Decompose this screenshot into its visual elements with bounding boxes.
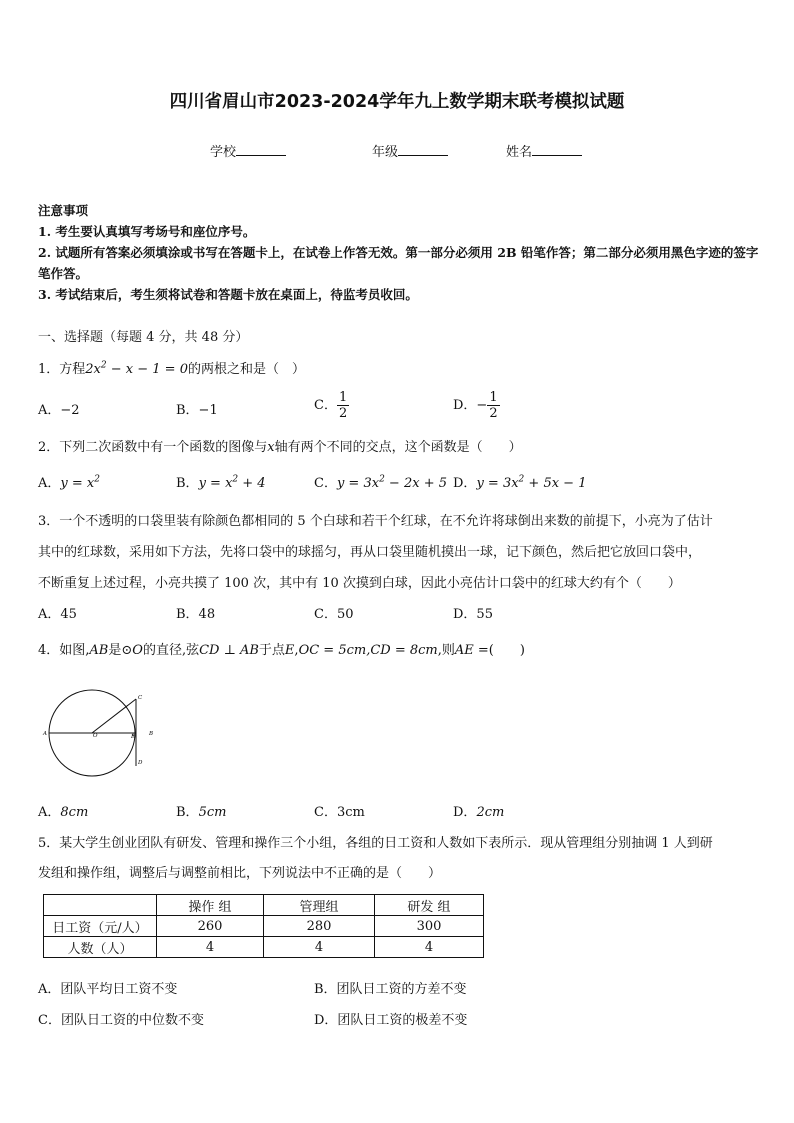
table-header-cell: [44, 895, 157, 916]
question-1-stem: [38, 358, 305, 377]
table-row: [44, 937, 484, 958]
q4-option-b-value: 5cm: [198, 805, 227, 820]
salary-table: [43, 894, 484, 958]
q5-option-d[interactable]: D．团队日工资的极差不变: [314, 1013, 468, 1028]
q1-option-d-fraction: [487, 390, 499, 421]
q2-option-b[interactable]: [176, 472, 266, 491]
notice-item-1: 1. 考生要认真填写考场号和座位序号。: [38, 224, 256, 239]
q2-option-a-label: A．: [38, 476, 61, 491]
section-heading: 一、选择题（每题 4 分，共 48 分）: [38, 330, 249, 345]
q1-eq-rest: − x − 1 = 0: [106, 362, 188, 377]
q2-suffix: 轴有两个不同的交点，这个函数是（ ）: [274, 440, 522, 455]
q1-option-a[interactable]: A．−2: [38, 403, 80, 418]
q4-option-a-value: 8cm: [60, 805, 89, 820]
q4-option-a-label: A．: [38, 805, 61, 820]
eq-exponent: 2: [518, 474, 525, 485]
q4-option-b-label: B．: [176, 805, 199, 820]
q1-option-c-label: C．: [314, 398, 337, 413]
q4-text: =( ): [473, 643, 525, 658]
table-cell: 280: [264, 916, 375, 937]
q1-eq-term: 2x: [85, 362, 101, 377]
circle-diagram: [40, 688, 160, 788]
question-2-stem: [38, 436, 522, 455]
school-field[interactable]: [210, 141, 286, 160]
q1-option-d[interactable]: [453, 390, 500, 421]
q4-option-d-value: 2cm: [476, 805, 505, 820]
label-a: A: [43, 731, 47, 737]
name-label: 姓名: [506, 145, 533, 160]
q4-e: E: [284, 643, 295, 658]
q4-option-b[interactable]: [176, 801, 226, 820]
q4-ab: AB: [89, 643, 109, 658]
notice-item-2: 2. 试题所有答案必须填涂或书写在答题卡上，在试卷上作答无效。第一部分必须用 2B 铅笔作答；第二部分必须用黑色字迹的签字笔作答。: [38, 245, 759, 281]
q1-equation: [85, 362, 188, 377]
question-3-line-3: 不断重复上述过程，小亮共摸了 100 次，其中有 10 次摸到白球，因此小亮估计口袋中的红球大约有个（ ）: [38, 576, 681, 591]
table-cell: 300: [375, 916, 484, 937]
eq-exponent: 2: [232, 474, 239, 485]
grade-blank[interactable]: [398, 143, 448, 156]
numerator: 1: [489, 390, 498, 405]
name-field[interactable]: [506, 141, 582, 160]
q3-option-a[interactable]: A．45: [38, 607, 77, 622]
q2-option-a[interactable]: [38, 472, 100, 491]
label-c: C: [138, 695, 143, 701]
page-title: 四川省眉山市2023-2024学年九上数学期末联考模拟试题: [169, 92, 625, 112]
label-e: E: [131, 734, 136, 740]
table-header-cell: 操作 组: [157, 895, 264, 916]
q2-variable: x: [267, 440, 275, 455]
q4-text: ,则: [437, 643, 455, 658]
question-4-stem: [38, 639, 525, 658]
q1-option-b[interactable]: B．−1: [176, 403, 218, 418]
q2-option-c-label: C．: [314, 476, 337, 491]
q2-option-d-label: D．: [453, 476, 477, 491]
table-cell: 4: [375, 937, 484, 958]
eq-tail: + 5x − 1: [524, 476, 587, 491]
q1-prefix: 1．方程: [38, 362, 86, 377]
table-cell: 260: [157, 916, 264, 937]
q3-option-c[interactable]: C．50: [314, 607, 354, 622]
q2-option-c-eq: [337, 476, 447, 491]
label-b: B: [149, 731, 154, 737]
q2-prefix: 2．下列二次函数中有一个函数的图像与: [38, 440, 268, 455]
q4-perp: ⊥: [219, 643, 240, 658]
denominator: 2: [338, 406, 348, 421]
table-cell: 4: [264, 937, 375, 958]
grade-field[interactable]: [372, 141, 448, 160]
eq-term: y = x: [198, 476, 233, 491]
q4-condition: OC = 5cm,CD = 8cm: [298, 643, 438, 658]
q5-option-c[interactable]: C．团队日工资的中位数不变: [38, 1013, 204, 1028]
q4-ae: AE: [454, 643, 474, 658]
eq-exponent: 2: [379, 474, 385, 485]
q1-eq-exponent: 2: [100, 360, 107, 371]
question-5-line-1: 5．某大学生创业团队有研发、管理和操作三个小组，各组的日工资和人数如下表所示．现从管理组分别抽调 1 人到研: [38, 836, 713, 851]
q4-option-d-label: D．: [453, 805, 477, 820]
q5-option-b[interactable]: B．团队日工资的方差不变: [314, 982, 467, 997]
eq-tail: + 4: [238, 476, 266, 491]
name-blank[interactable]: [532, 143, 582, 156]
q1-suffix: 的两根之和是（ ）: [187, 362, 305, 377]
table-cell: 人数（人）: [44, 937, 157, 958]
notice-item-3: 3. 考试结束后，考生须将试卷和答题卡放在桌面上，待监考员收回。: [38, 287, 418, 302]
q3-option-d[interactable]: D．55: [453, 607, 493, 622]
q4-option-d[interactable]: [453, 801, 504, 820]
q2-option-a-eq: [60, 476, 100, 491]
table-row: [44, 916, 484, 937]
school-label: 学校: [210, 145, 237, 160]
q4-text: 于点: [258, 643, 285, 658]
q5-option-a[interactable]: A．团队平均日工资不变: [38, 982, 178, 997]
school-blank[interactable]: [236, 143, 286, 156]
eq-term: y = 3x: [476, 476, 519, 491]
notice-heading: 注意事项: [38, 203, 89, 218]
table-header-row: [44, 895, 484, 916]
table-cell: 日工资（元/人）: [44, 916, 157, 937]
eq-tail: − 2x + 5: [384, 476, 447, 491]
q4-cd: CD: [199, 643, 220, 658]
q4-text: 4．如图,: [38, 643, 90, 658]
q4-o: O: [132, 643, 143, 658]
q3-option-b[interactable]: B．48: [176, 607, 216, 622]
denominator: 2: [489, 406, 498, 421]
table-header-cell: 研发 组: [375, 895, 484, 916]
eq-term: y = x: [60, 476, 95, 491]
question-3-line-1: 3．一个不透明的口袋里装有除颜色都相同的 5 个白球和若干个红球，在不允许将球倒出来数的前提下，小亮为了估计: [38, 514, 713, 529]
table-header-cell: 管理组: [264, 895, 375, 916]
q4-option-a[interactable]: [38, 801, 88, 820]
table-cell: 4: [157, 937, 264, 958]
numerator: 1: [338, 390, 348, 405]
q2-option-d-eq: [476, 476, 586, 491]
q4-option-c[interactable]: C．3cm: [314, 805, 365, 820]
q4-text: ,: [294, 643, 299, 658]
q2-option-c[interactable]: [314, 472, 447, 491]
q2-option-d[interactable]: [453, 472, 586, 491]
radius-oc: [92, 699, 136, 733]
q4-text: 的直径,弦: [142, 643, 200, 658]
q1-option-c[interactable]: [314, 390, 349, 421]
q4-text: 是⊙: [108, 643, 133, 658]
q1-option-d-label: D．−: [453, 398, 488, 413]
eq-exponent: 2: [94, 474, 100, 485]
question-3-line-2: 其中的红球数，采用如下方法，先将口袋中的球摇匀，再从口袋里随机摸出一球，记下颜色，然后把它放回口袋中，: [38, 545, 702, 560]
q1-option-c-fraction: [337, 390, 349, 421]
q2-option-b-label: B．: [176, 476, 199, 491]
q2-option-b-eq: [199, 476, 266, 491]
grade-label: 年级: [372, 145, 399, 160]
eq-term: y = 3x: [336, 476, 380, 491]
label-d: D: [138, 760, 143, 766]
q4-ab: AB: [239, 643, 259, 658]
question-5-line-2: 发组和操作组，调整后与调整前相比，下列说法中不正确的是（ ）: [38, 866, 442, 881]
label-o: O: [93, 733, 98, 739]
